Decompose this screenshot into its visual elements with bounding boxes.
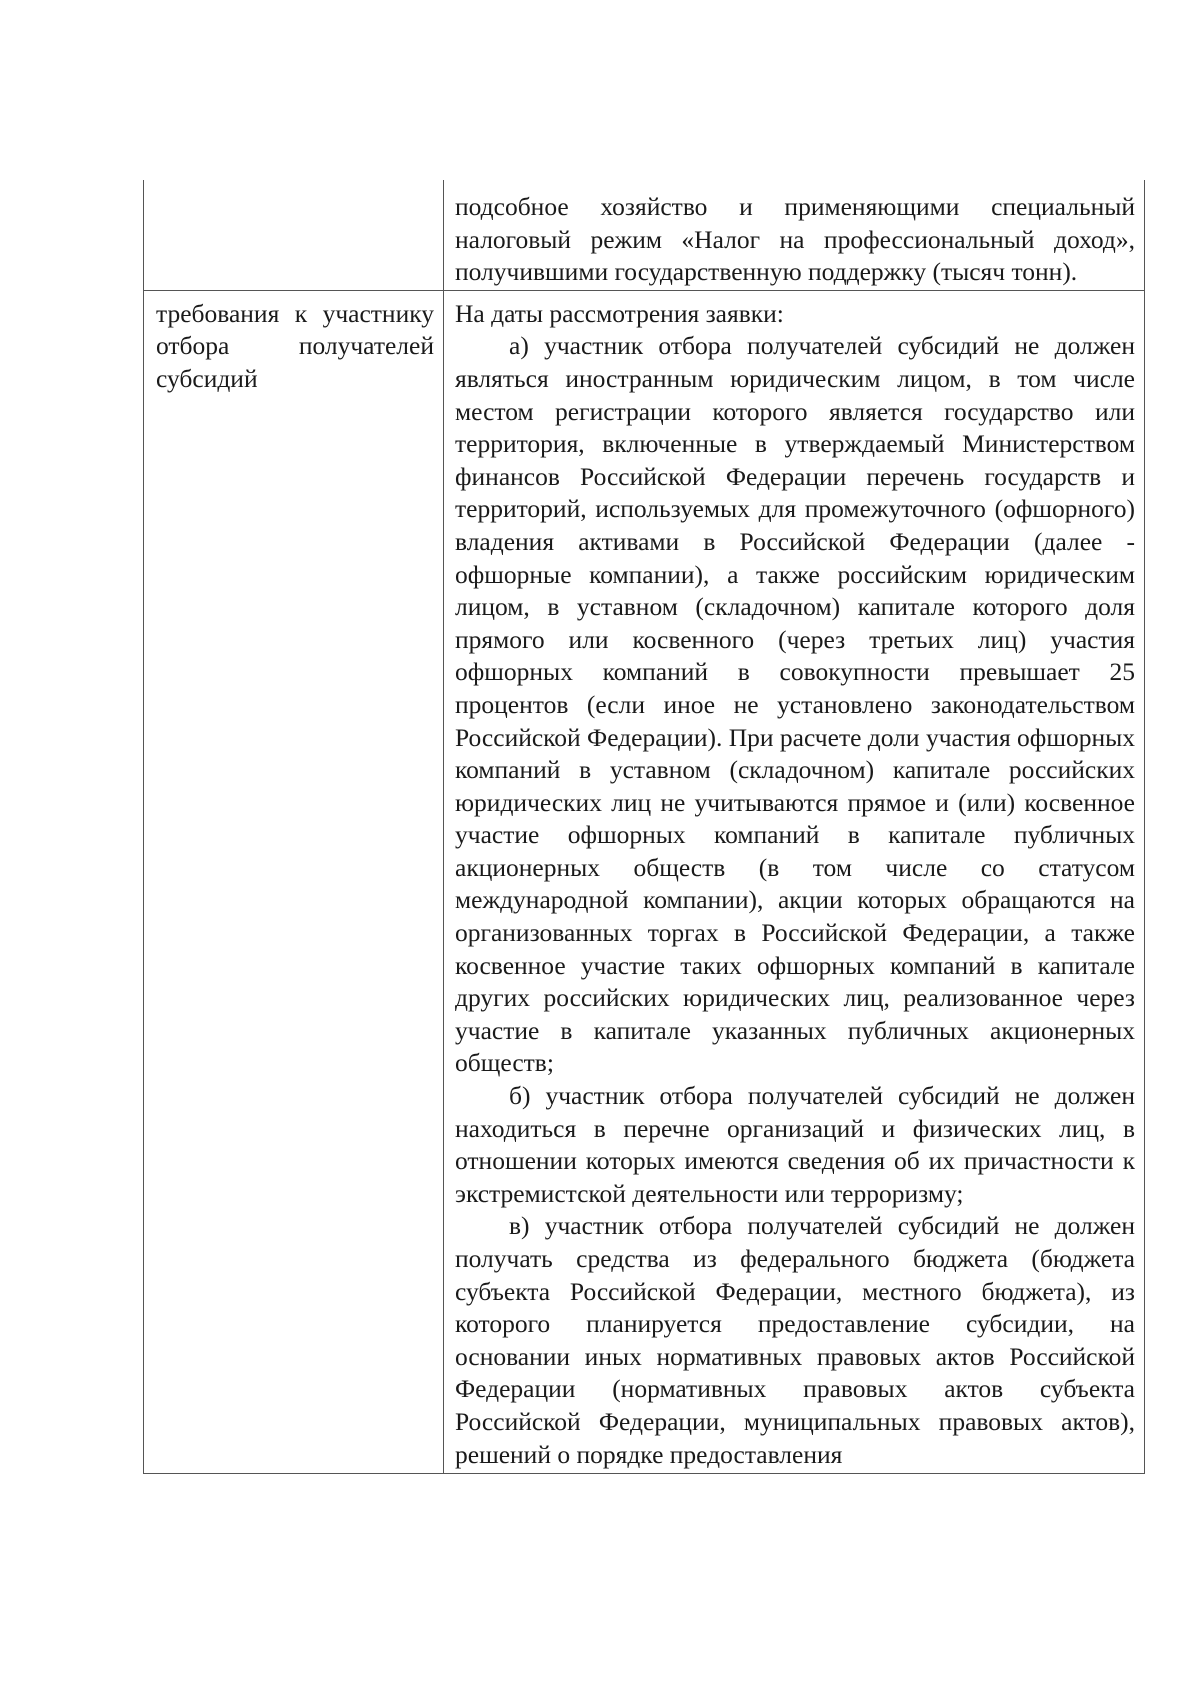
table-cell-left bbox=[144, 180, 444, 290]
table-cell-right bbox=[444, 290, 1145, 1473]
requirements-intro: На даты рассмотрения заявки: bbox=[455, 298, 784, 328]
table-cell-right bbox=[444, 180, 1145, 290]
requirement-item-c: в) участник отбора получателей субсидий не должен получать средства из федерального бюджета (бюджета субъекта Российской Федерации, местного бюджета), из которого планируется предоставление субсидии, на основании иных нормативных правовых актов Российской Федерации (нормативных правовых актов субъекта Российской Федерации, муниципальных правовых актов), решений о порядке предоставления bbox=[455, 1211, 1135, 1469]
table-row bbox=[144, 180, 1145, 290]
requirement-item-b: б) участник отбора получателей субсидий не должен находиться в перечне организаций и физических лиц, в отношении которых имеются сведения об их причастности к экстремистской деятельности или терроризму; bbox=[455, 1081, 1135, 1208]
row1-left-text bbox=[144, 180, 443, 187]
table-cell-left bbox=[144, 290, 444, 1473]
table-row bbox=[144, 290, 1145, 1473]
requirement-label: требования к участнику отбора получателей субсидий bbox=[156, 298, 434, 393]
row1-right-text: подсобное хозяйство и применяющими специальный налоговый режим «Налог на профессиональный доход», получившими государственную поддержку (тысяч тонн). bbox=[455, 192, 1135, 287]
requirement-item-a: а) участник отбора получателей субсидий не должен являться иностранным юридическим лицом, в том числе местом регистрации которого является государство или территория, включенные в утверждаемый Министерством финансов Российской Федерации перечень государств и территорий, используемых для промежуточного (офшорного) владения активами в Российской Федерации (далее - офшорные компании), а также российским юридическим лицом, в уставном (складочном) капитале которого доля прямого или косвенного (через третьих лиц) участия офшорных компаний в совокупности превышает 25 процентов (если иное не установлено законодательством Российской Федерации). При расчете доли участия офшорных компаний в уставном (складочном) капитале российских юридических лиц не учитываются прямое и (или) косвенное участие офшорных компаний в капитале публичных акционерных обществ (в том числе со статусом международной компании), акции которых обращаются на организованных торгах в Российской Федерации, а также косвенное участие таких офшорных компаний в капитале других российских юридических лиц, реализованное через участие в капитале указанных публичных акционерных обществ; bbox=[455, 331, 1135, 1078]
requirements-table bbox=[143, 180, 1145, 1474]
